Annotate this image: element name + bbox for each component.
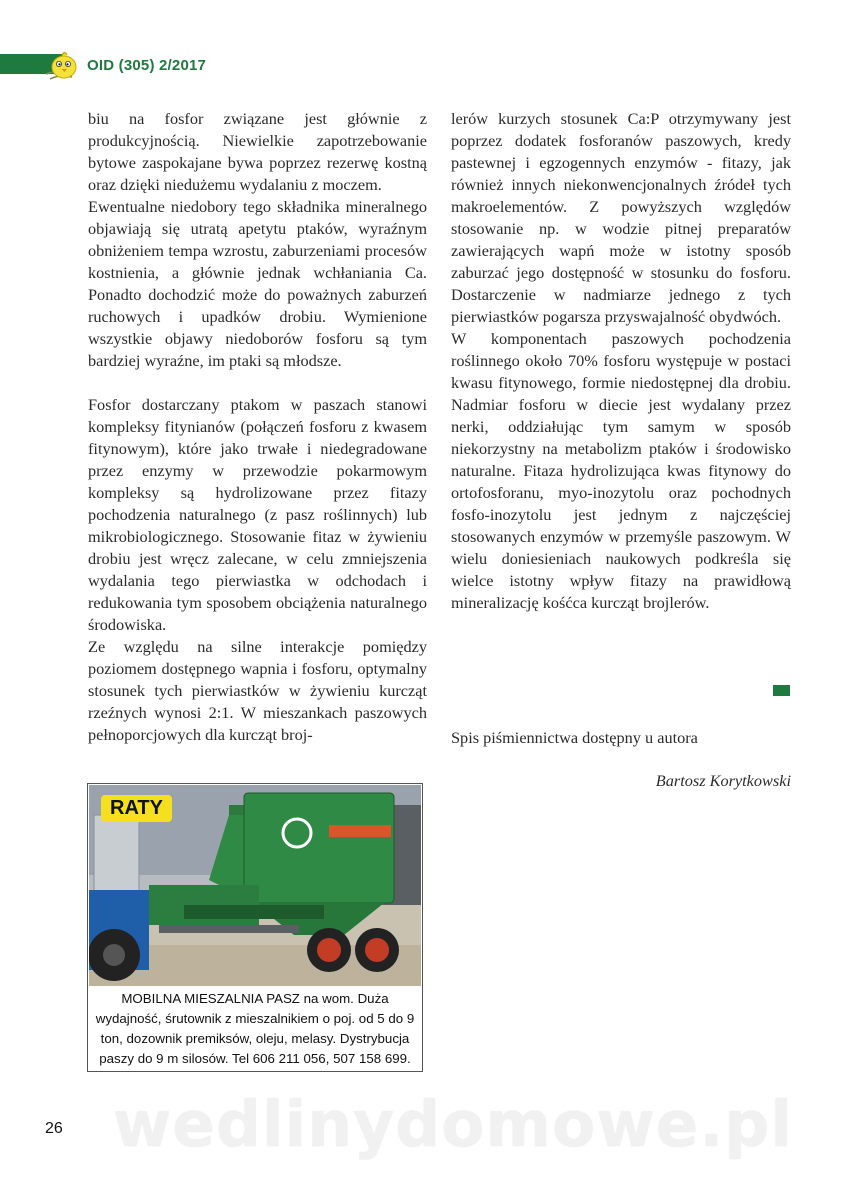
ad-caption: MOBILNA MIESZALNIA PASZ na wom. Duża wydajność, śrutownik z mieszalnikiem o poj. od 5 do 9 ton, dozownik premiksów, oleju, melasy. Dystrybucja paszy do 9 m silosów. Tel 606 211 056, 507 158 699. — [95, 991, 415, 1066]
paragraph: Fosfor dostarczany ptakom w paszach stanowi kompleksy fitynianów (połączeń fosforu z kwasem fitynowym), które jako trwałe i niedegradowane przez enzymy w przewodzie pokarmowym kompleksy są hydrolizowane przez fitazy pochodzenia naturalnego (z pasz roślinnych) lub mikrobiologicznego. Stosowanie fitaz w żywieniu drobiu jest wręcz zalecane, w celu zmniejszenia wydalania tego pierwiastka w odchodach i redukowania tym sposobem obciążenia naturalnego środowiska. — [88, 395, 427, 634]
paragraph: biu na fosfor związane jest głównie z produkcyjnością. Niewielkie zapotrzebowanie bytowe zaspokajane bywa poprzez rezerwę kostną oraz dzięki niedużemu wydalaniu z moczem. — [88, 109, 427, 194]
watermark: wedlinydomowe.pl — [113, 1088, 793, 1161]
installments-badge: RATY — [101, 795, 172, 822]
feed-mixer-photo — [89, 785, 421, 986]
page-number: 26 — [45, 1120, 63, 1137]
chick-logo-icon — [42, 44, 82, 84]
article-column-left — [88, 108, 427, 746]
paragraph: Ze względu na silne interakcje pomiędzy poziomem dostępnego wapnia i fosforu, optymalny stosunek tych pierwiastków w żywieniu kurcząt rzeźnych wynosi 2:1. W mieszankach paszowych pełnoporcjowych dla kurcząt broj- — [88, 637, 427, 744]
references-note: Spis piśmiennictwa dostępny u autora — [451, 728, 698, 747]
article-column-right — [451, 108, 791, 614]
author-name: Bartosz Korytkowski — [655, 771, 791, 790]
advertisement-box — [87, 783, 423, 1072]
paragraph: Ewentualne niedobory tego składnika mineralnego objawiają się utratą apetytu ptaków, wyraźnym obniżeniem tempa wzrostu, zaburzeniami procesów kostnienia, a głównie jednak wchłaniania Ca. Ponadto dochodzić może do poważnych zaburzeń ruchowych i upadków drobiu. Wymienione wszystkie objawy niedoborów fosforu są tym bardziej wyraźne, im ptaki są młodsze. — [88, 197, 427, 370]
paragraph: W komponentach paszowych pochodzenia roślinnego około 70% fosforu występuje w postaci kwasu fitynowego, formie niedostępnej dla drobiu. Nadmiar fosforu w diecie jest wydalany przez nerki, oddziałując tym samym w sposób niekorzystny na metabolizm ptaków i środowisko naturalne. Fitaza hydrolizująca kwas fitynowy do ortofosforanu, myo-inozytolu oraz pochodnych fosfo-inozytolu jest jednym z najczęściej stosowanych enzymów w przemyśle paszowym. W wielu doniesieniach naukowych podkreśla się wielce istotny wpływ fitazy na prawidłową mineralizację kośćca kurcząt brojlerów. — [451, 329, 791, 612]
paragraph: lerów kurzych stosunek Ca:P otrzymywany jest poprzez dodatek fosforanów paszowych, kredy pastewnej i egzogennych enzymów - fitazy, jak również innych niekonwencjonalnych źródeł tych makroelementów. Z powyższych względów stosowanie np. w wodzie pitnej preparatów zawierających wapń może w istotny sposób zaburzać jego dostępność w stosunku do fosforu. Dostarczenie w nadmiarze jednego z tych pierwiastków pogarsza przyswajalność obydwóch. — [451, 109, 791, 326]
article-end-marker — [773, 685, 790, 696]
issue-label: OID (305) 2/2017 — [87, 57, 207, 74]
